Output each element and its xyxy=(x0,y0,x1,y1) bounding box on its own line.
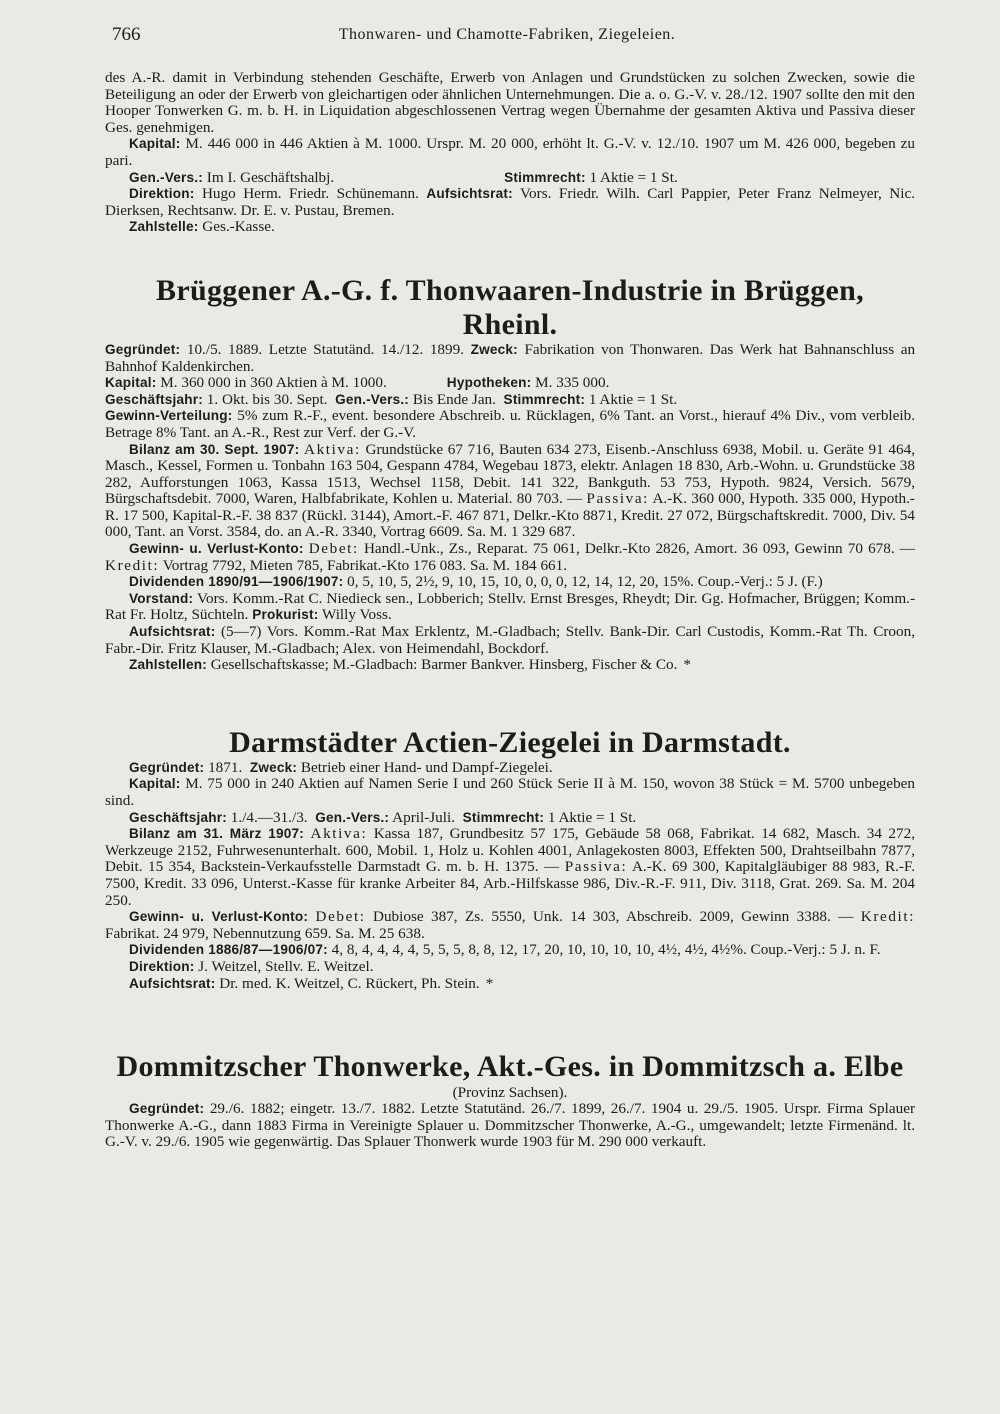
bilanz-passiva: A.-K. 69 300, Kapitalgläubiger 88 983, R.-F. 7500, Kredit. 33 096, Unterst.-Kasse für kranke Arbeiter 84, Arb.-Hilfskasse 986, Div.-R.-F. 911, Div. 3118, Grat. 269. Sa. M. 204 250. xyxy=(105,858,915,909)
hypotheken-text: M. 335 000. xyxy=(535,374,610,392)
gegruendet-label: Gegründet: xyxy=(129,1101,205,1117)
aufsichtsrat-text: Dr. med. K. Weitzel, C. Rückert, Ph. Stein. xyxy=(219,974,480,992)
gegruendet-line xyxy=(105,342,915,375)
gewinnverteilung-label: Gewinn-Verteilung: xyxy=(105,408,233,424)
bilanz-aktiva: Kassa 187, Grundbesitz 57 175, Gebäude 58 068, Fabrikat. 14 682, Masch. 34 272, Werkzeuge 2152, Fuhrwesenunterhalt. 600, Mobil. 1, Holz u. Kohlen 4001, Anlagekosten 8003, Effekten 500, Drahtseilbahn 7877, Debit. 15 354, Backstein-Verkaufsstelle Darmstadt G. m. b. H. 1375. — xyxy=(105,825,916,876)
prokurist-label: Prokurist: xyxy=(252,607,319,623)
passiva-word: Passiva: xyxy=(586,490,650,508)
genvers-text: April-Juli. xyxy=(392,808,455,826)
geschaeftsjahr-label: Geschäftsjahr: xyxy=(129,809,227,825)
kapital-text: M. 75 000 in 240 Aktien auf Namen Serie I und 260 Stück Serie II à M. 150, wovon 38 Stück = M. 5700 unbegeben sind. xyxy=(105,775,916,809)
zahlstelle-label: Zahlstelle: xyxy=(129,219,199,235)
geschaeftsjahr-label: Geschäftsjahr: xyxy=(105,391,203,407)
bilanz-label: Bilanz am 30. Sept. 1907: xyxy=(129,441,300,457)
hypotheken-label: Hypotheken: xyxy=(446,375,532,391)
aufsichtsrat-label: Aufsichtsrat: xyxy=(129,624,216,640)
kredit-word: Kredit: xyxy=(105,556,160,574)
aufsichtsrat-label: Aufsichtsrat: xyxy=(426,186,513,202)
company-entry-brueggen xyxy=(105,274,915,674)
page-content xyxy=(105,70,915,1151)
geschaeftsjahr-line xyxy=(105,810,915,827)
direktion-label: Direktion: xyxy=(129,958,195,974)
stimmrecht-label: Stimmrecht: xyxy=(462,809,545,825)
bilanz-label: Bilanz am 31. März 1907: xyxy=(129,826,305,842)
guv-paragraph xyxy=(105,909,915,942)
gegruendet-text: 1871. xyxy=(208,758,243,776)
zahlstelle-text: Ges.-Kasse. xyxy=(202,218,275,236)
stimmrecht-label: Stimmrecht: xyxy=(503,391,586,407)
stimmrecht-text: 1 Aktie = 1 St. xyxy=(589,168,678,186)
gewinnverteilung-line xyxy=(105,408,915,441)
geschaeftsjahr-text: 1. Okt. bis 30. Sept. xyxy=(206,390,328,408)
zahlstellen-line xyxy=(105,657,915,674)
aktiva-word: Aktiva: xyxy=(304,440,361,458)
guv-kredit: Vortrag 7792, Mieten 785, Fabrikat.-Kto 176 083. Sa. M. 184 661. xyxy=(162,556,568,574)
zweck-label: Zweck: xyxy=(249,759,298,775)
genvers-line xyxy=(105,170,915,187)
kapital-label: Kapital: xyxy=(129,136,181,152)
geschaeftsjahr-line xyxy=(105,392,915,409)
guv-debet: Dubiose 387, Zs. 5550, Unk. 14 303, Abschreib. 2009, Gewinn 3388. — xyxy=(373,908,854,926)
kapital-label: Kapital: xyxy=(105,375,157,391)
direktion-label: Direktion: xyxy=(129,186,195,202)
bilanz-passiva: A.-K. 360 000, Hypoth. 335 000, Hypoth.-R. 17 500, Kapital-R.-F. 38 837 (Rückl. 3144), Amort.-F. 467 871, Delkr.-Kto 8871, Kredit. 27 072, Bürgschaftskredit. 7000, Div. 54 000, Tant. an Vorst. 3584, do. an A.-R. 3340, Vortrag 6609. Sa. M. 1 329 687. xyxy=(105,490,915,541)
aufsichtsrat-text: Vors. Friedr. Wilh. Carl Pappier, Peter Franz Nelmeyer, Nic. Dierksen, Rechtsanw. Dr. E. v. Pustau, Bremen. xyxy=(105,185,916,219)
vorstand-label: Vorstand: xyxy=(129,590,194,606)
bilanz-aktiva: Grundstücke 67 716, Bauten 634 273, Eisenb.-Anschluss 6938, Mobil. u. Geräte 91 464, Masch., Kessel, Formen u. Tonbahn 163 504, Gespann 4784, Wegebau 1873, elektr. Anlagen 18 830, Arb.-Wohn. u. Grundstücke 38 282, Aufforstungen 1063, Kassa 1513, Wechsel 1158, Debit. 141 322, Bankguth. 53 753, Hypoth. 9824, Versich. 5679, Bürgschaftsdebit. 7000, Waren, Halbfabrikate, Kohlen u. Material. 80 703. — xyxy=(105,440,916,508)
zahlstelle-line xyxy=(105,219,915,236)
kapital-label: Kapital: xyxy=(129,776,181,792)
genvers-text: Im I. Geschäftshalbj. xyxy=(206,168,335,186)
genvers-label: Gen.-Vers.: xyxy=(315,809,390,825)
dividenden-label: Dividenden 1886/87—1906/07: xyxy=(129,942,328,958)
zweck-text: Betrieb einer Hand- und Dampf-Ziegelei. xyxy=(300,758,553,776)
gegruendet-label: Gegründet: xyxy=(129,759,205,775)
prokurist-text: Willy Voss. xyxy=(321,606,392,624)
aufsichtsrat-line xyxy=(105,624,915,657)
zweck-label: Zweck: xyxy=(470,341,518,357)
direktion-line xyxy=(105,959,915,976)
gegruendet-line xyxy=(105,760,915,777)
zweck-text: Fabrikation von Thonwaren. Das Werk hat Bahnanschluss an Bahnhof Kaldenkirchen. xyxy=(105,340,916,375)
end-star: * xyxy=(683,656,691,674)
zahlstellen-text: Gesellschaftskasse; M.-Gladbach: Barmer Bankver. Hinsberg, Fischer & Co. xyxy=(210,656,678,674)
zahlstellen-label: Zahlstellen: xyxy=(129,657,207,673)
guv-debet: Handl.-Unk., Zs., Reparat. 75 061, Delkr.-Kto 2826, Amort. 36 093, Gewinn 70 678. — xyxy=(363,540,915,558)
company-title: Dommitzscher Thonwerke, Akt.-Ges. in Dommitzsch a. Elbe xyxy=(116,1050,904,1084)
kapital-line xyxy=(105,776,915,809)
bilanz-paragraph xyxy=(105,826,915,909)
aufsichtsrat-text: (5—7) Vors. Komm.-Rat Max Erklentz, M.-Gladbach; Stellv. Bank-Dir. Carl Custodis, Komm.-Rat Th. Croon, Fabr.-Dir. Fritz Klauser, M.-Gladbach; Alex. von Heimendahl, Bockdorf. xyxy=(105,623,916,657)
aufsichtsrat-line xyxy=(105,976,915,993)
company-entry-darmstadt xyxy=(105,726,915,992)
kapital-line xyxy=(105,136,915,169)
direktion-text: Hugo Herm. Friedr. Schünemann. xyxy=(201,185,419,203)
page-number: 766 xyxy=(112,24,141,45)
gewinnverteilung-text: 5% zum R.-F., event. besondere Abschreib. u. Rücklagen, 6% Tant. an Vorst., hierauf 4% Div., vom verbleib. Betrage 8% Tant. an A.-R., Rest zur Verf. der G.-V. xyxy=(105,407,916,441)
vorstand-text: Vors. Komm.-Rat C. Niedieck sen., Lobberich; Stellv. Ernst Bresges, Rheydt; Dir. Gg. Hofmacher, Brüggen; Komm.-Rat Fr. Holtz, Süchteln. xyxy=(105,589,915,624)
aktiva-word: Aktiva: xyxy=(310,825,368,843)
intro-paragraph: des A.-R. damit in Verbindung stehenden Geschäfte, Erwerb von Anlagen und Grundstücken zu solchen Zwecken, sowie die Beteiligung an oder der Erwerb von gleichartigen oder ähnlichen Unternehmungen. Die a. o. G.-V. v. 28./12. 1907 sollte den mit den Hooper Tonwerken G. m. b. H. in Liquidation abgeschlossenen Vertrag wegen Übernahme der gesamten Aktiva und Passiva dieser Ges. genehmigen. xyxy=(105,69,915,136)
genvers-label: Gen.-Vers.: xyxy=(335,391,410,407)
direktion-line xyxy=(105,186,915,219)
aufsichtsrat-label: Aufsichtsrat: xyxy=(129,975,216,991)
stimmrecht-text: 1 Aktie = 1 St. xyxy=(547,808,637,826)
guv-label: Gewinn- u. Verlust-Konto: xyxy=(129,541,304,557)
page-header xyxy=(112,24,902,52)
dividenden-label: Dividenden 1890/91—1906/1907: xyxy=(129,574,344,590)
continued-entry xyxy=(105,70,915,236)
guv-label: Gewinn- u. Verlust-Konto: xyxy=(129,909,309,925)
dividenden-text: 4, 8, 4, 4, 4, 4, 5, 5, 5, 8, 8, 12, 17, 20, 10, 10, 10, 10, 4½, 4½, 4½%. Coup.-Verj.: 5 J. n. F. xyxy=(331,941,881,959)
dividenden-text: 0, 5, 10, 5, 2½, 9, 10, 15, 10, 0, 0, 0, 12, 14, 12, 20, 15%. Coup.-Verj.: 5 J. (F.) xyxy=(347,573,823,591)
company-entry-dommitzsch xyxy=(105,1050,915,1151)
gegruendet-text: 10./5. 1889. Letzte Statutänd. 14./12. 1899. xyxy=(186,340,464,358)
vorstand-line xyxy=(105,591,915,624)
running-title: Thonwaren- und Chamotte-Fabriken, Ziegeleien. xyxy=(338,26,676,43)
kredit-word: Kredit: xyxy=(860,908,916,926)
bilanz-paragraph xyxy=(105,442,915,542)
gegruendet-text: 29./6. 1882; eingetr. 13./7. 1882. Letzte Statutänd. 26./7. 1899, 26./7. 1904 u. 29./5. 1905. Urspr. Firma Splauer Thonwerke A.-G., dann 1883 Firma in Vereinigte Splauer u. Dommitzscher Thonwerke, A.-G., umgewandelt; letzte Firmenänd. lt. G.-V. v. 29./6. 1905 wie gegenwärtig. Das Splauer Thonwerk wurde 1903 für M. 290 000 verkauft. xyxy=(105,1100,916,1151)
dividenden-line xyxy=(105,942,915,959)
gegruendet-paragraph xyxy=(105,1101,915,1151)
guv-paragraph xyxy=(105,541,915,574)
dividenden-line xyxy=(105,574,915,591)
end-star: * xyxy=(485,974,494,992)
debet-word: Debet: xyxy=(315,908,366,926)
stimmrecht-label: Stimmrecht: xyxy=(504,169,586,185)
genvers-label: Gen.-Vers.: xyxy=(129,169,203,185)
company-title: Brüggener A.-G. f. Thonwaaren-Industrie in Brüggen, Rheinl. xyxy=(156,273,864,341)
company-title: Darmstädter Actien-Ziegelei in Darmstadt. xyxy=(229,725,791,759)
geschaeftsjahr-text: 1./4.—31./3. xyxy=(230,808,308,826)
guv-kredit: Fabrikat. 24 979, Nebennutzung 659. Sa. M. 25 638. xyxy=(105,924,425,942)
stimmrecht-text: 1 Aktie = 1 St. xyxy=(588,390,678,408)
company-subtitle: (Provinz Sachsen). xyxy=(452,1084,568,1102)
kapital-text: M. 360 000 in 360 Aktien à M. 1000. xyxy=(160,374,387,392)
direktion-text: J. Weitzel, Stellv. E. Weitzel. xyxy=(198,957,374,975)
genvers-text: Bis Ende Jan. xyxy=(412,390,496,408)
kapital-text: M. 446 000 in 446 Aktien à M. 1000. Urspr. M. 20 000, erhöht lt. G.-V. v. 12./10. 1907 um M. 426 000, begeben zu pari. xyxy=(105,135,915,169)
kapital-line xyxy=(105,375,915,392)
gegruendet-label: Gegründet: xyxy=(105,341,181,357)
passiva-word: Passiva: xyxy=(564,858,628,876)
debet-word: Debet: xyxy=(308,540,359,558)
